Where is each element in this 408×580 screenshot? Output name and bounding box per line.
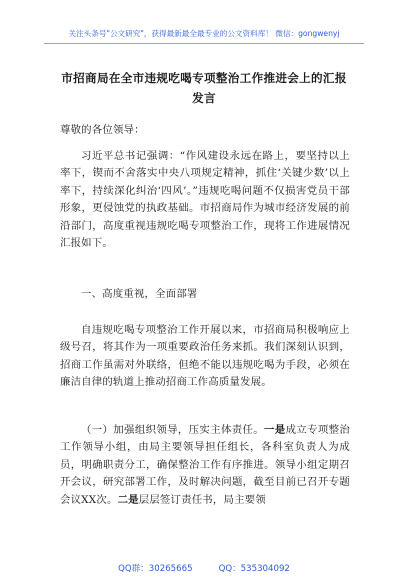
footer-qq: QQ：535304092	[218, 564, 290, 574]
footer-qq-group: QQ群：30265665	[118, 564, 193, 574]
header-banner: 关注头条号"公文研究"，获得最新最全最专业的公文资料库！ 微信：gongwenyj	[68, 29, 340, 38]
point-two-text: 层层签订责任书，局主要领	[138, 493, 266, 506]
paragraph-intro: 习近平总书记强调：“作风建设永远在路上，要坚持以上率下，锲而不舍落实中央八项规定精神，抓住‘关键少数’以上率下，持续深化纠治‘四风’。”违规吃喝问题不仅损害党员干部形象，更侵蚀党的执政基础。市招商局作为城市经济发展的前沿部门，高度重视违规吃喝专项整治工作，现将工作进展情况汇报如下。	[60, 150, 350, 250]
point-one-marker: 一是	[264, 424, 286, 436]
footer-contact	[0, 562, 408, 574]
salutation: 尊敬的各位领导：	[60, 124, 145, 136]
section-heading-1: 一、高度重视，全面部署	[81, 288, 198, 300]
paragraph-subsection-1	[60, 422, 350, 509]
point-two-marker: 二是	[117, 493, 139, 506]
subsection-lead: （一）加强组织领导，压实主体责任。	[81, 424, 265, 436]
header-divider	[44, 43, 364, 44]
paragraph-section-1: 自违规吃喝专项整治工作开展以来，市招商局积极响应上级号召，将其作为一项重要政治任务来抓。我们深刻认识到，招商工作虽需对外联络，但绝不能以违规吃喝为手段，必须在廉洁自律的轨道上推动招商工作高质量发展。	[60, 324, 350, 389]
point-one-text: 成立专项整治工作领导小组，由局主要领导担任组长，各科室负责人为成员，明确职责分工，确保整治工作有序推进。领导小组定期召开会议，研究部署工作，及时解决问题，截至目前已召开专题会议XX次。	[60, 424, 351, 506]
document-title: 市招商局在全市违规吃喝专项整治工作推进会上的汇报发言	[61, 71, 347, 105]
